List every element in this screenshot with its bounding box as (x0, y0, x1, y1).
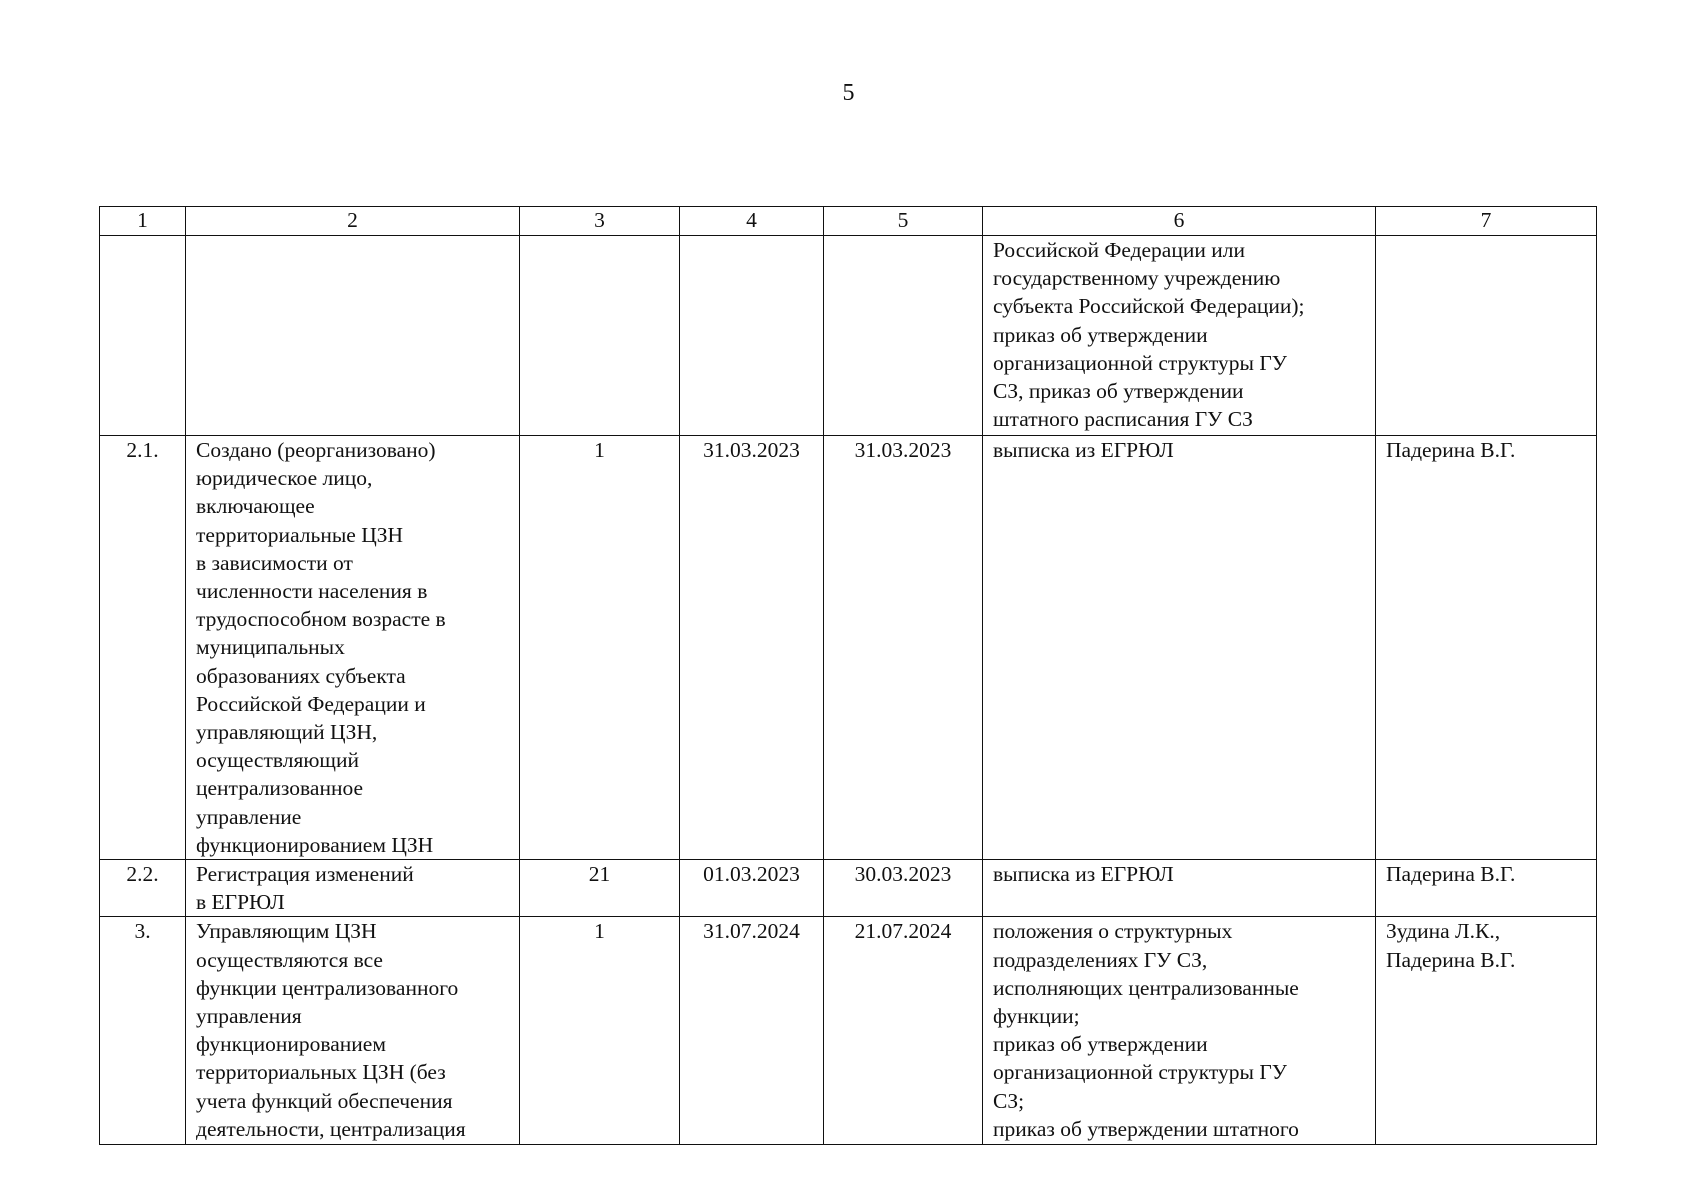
start-date-cell: 01.03.2023 (680, 860, 824, 917)
document-cell: положения о структурных подразделениях ГУ СЗ, исполняющих централизованные функции; приказ об утверждении организационной структуры ГУ СЗ; приказ об утверждении штатного (983, 917, 1376, 1145)
start-date-cell (680, 236, 824, 436)
start-date-cell: 31.03.2023 (680, 436, 824, 860)
column-header: 5 (824, 207, 983, 236)
description-cell: Управляющим ЦЗН осуществляются все функции централизованного управления функционированием территориальных ЦЗН (без учета функций обеспечения деятельности, централизация (186, 917, 520, 1145)
page-number: 5 (842, 80, 855, 106)
responsible-cell: Падерина В.Г. (1376, 436, 1597, 860)
column-header: 3 (520, 207, 680, 236)
value-cell: 21 (520, 860, 680, 917)
value-cell (520, 236, 680, 436)
column-header: 4 (680, 207, 824, 236)
value-cell: 1 (520, 436, 680, 860)
start-date-cell: 31.07.2024 (680, 917, 824, 1145)
table-row (100, 860, 1597, 917)
responsible-cell: Зудина Л.К., Падерина В.Г. (1376, 917, 1597, 1145)
row-number-cell: 3. (100, 917, 186, 1145)
end-date-cell: 30.03.2023 (824, 860, 983, 917)
end-date-cell: 31.03.2023 (824, 436, 983, 860)
responsible-cell: Падерина В.Г. (1376, 860, 1597, 917)
column-header: 1 (100, 207, 186, 236)
column-header: 6 (983, 207, 1376, 236)
description-cell: Создано (реорганизовано) юридическое лицо, включающее территориальные ЦЗН в зависимости от численности населения в трудоспособном возрасте в муниципальных образованиях субъекта Российской Федерации и управляющий ЦЗН, осуществляющий централизованное управление функционированием ЦЗН (186, 436, 520, 860)
description-cell: Регистрация изменений в ЕГРЮЛ (186, 860, 520, 917)
responsible-cell (1376, 236, 1597, 436)
row-number-cell: 2.1. (100, 436, 186, 860)
table-row (100, 917, 1597, 1145)
value-cell: 1 (520, 917, 680, 1145)
document-cell: Российской Федерации или государственному учреждению субъекта Российской Федерации); приказ об утверждении организационной структуры ГУ СЗ, приказ об утверждении штатного расписания ГУ СЗ (983, 236, 1376, 436)
row-number-cell (100, 236, 186, 436)
row-number-cell: 2.2. (100, 860, 186, 917)
column-header: 2 (186, 207, 520, 236)
table-row (100, 236, 1597, 436)
document-cell: выписка из ЕГРЮЛ (983, 436, 1376, 860)
end-date-cell: 21.07.2024 (824, 917, 983, 1145)
description-cell (186, 236, 520, 436)
table-header-row (100, 207, 1597, 236)
end-date-cell (824, 236, 983, 436)
table-row (100, 436, 1597, 860)
column-header: 7 (1376, 207, 1597, 236)
document-cell: выписка из ЕГРЮЛ (983, 860, 1376, 917)
plan-table (99, 206, 1597, 1145)
